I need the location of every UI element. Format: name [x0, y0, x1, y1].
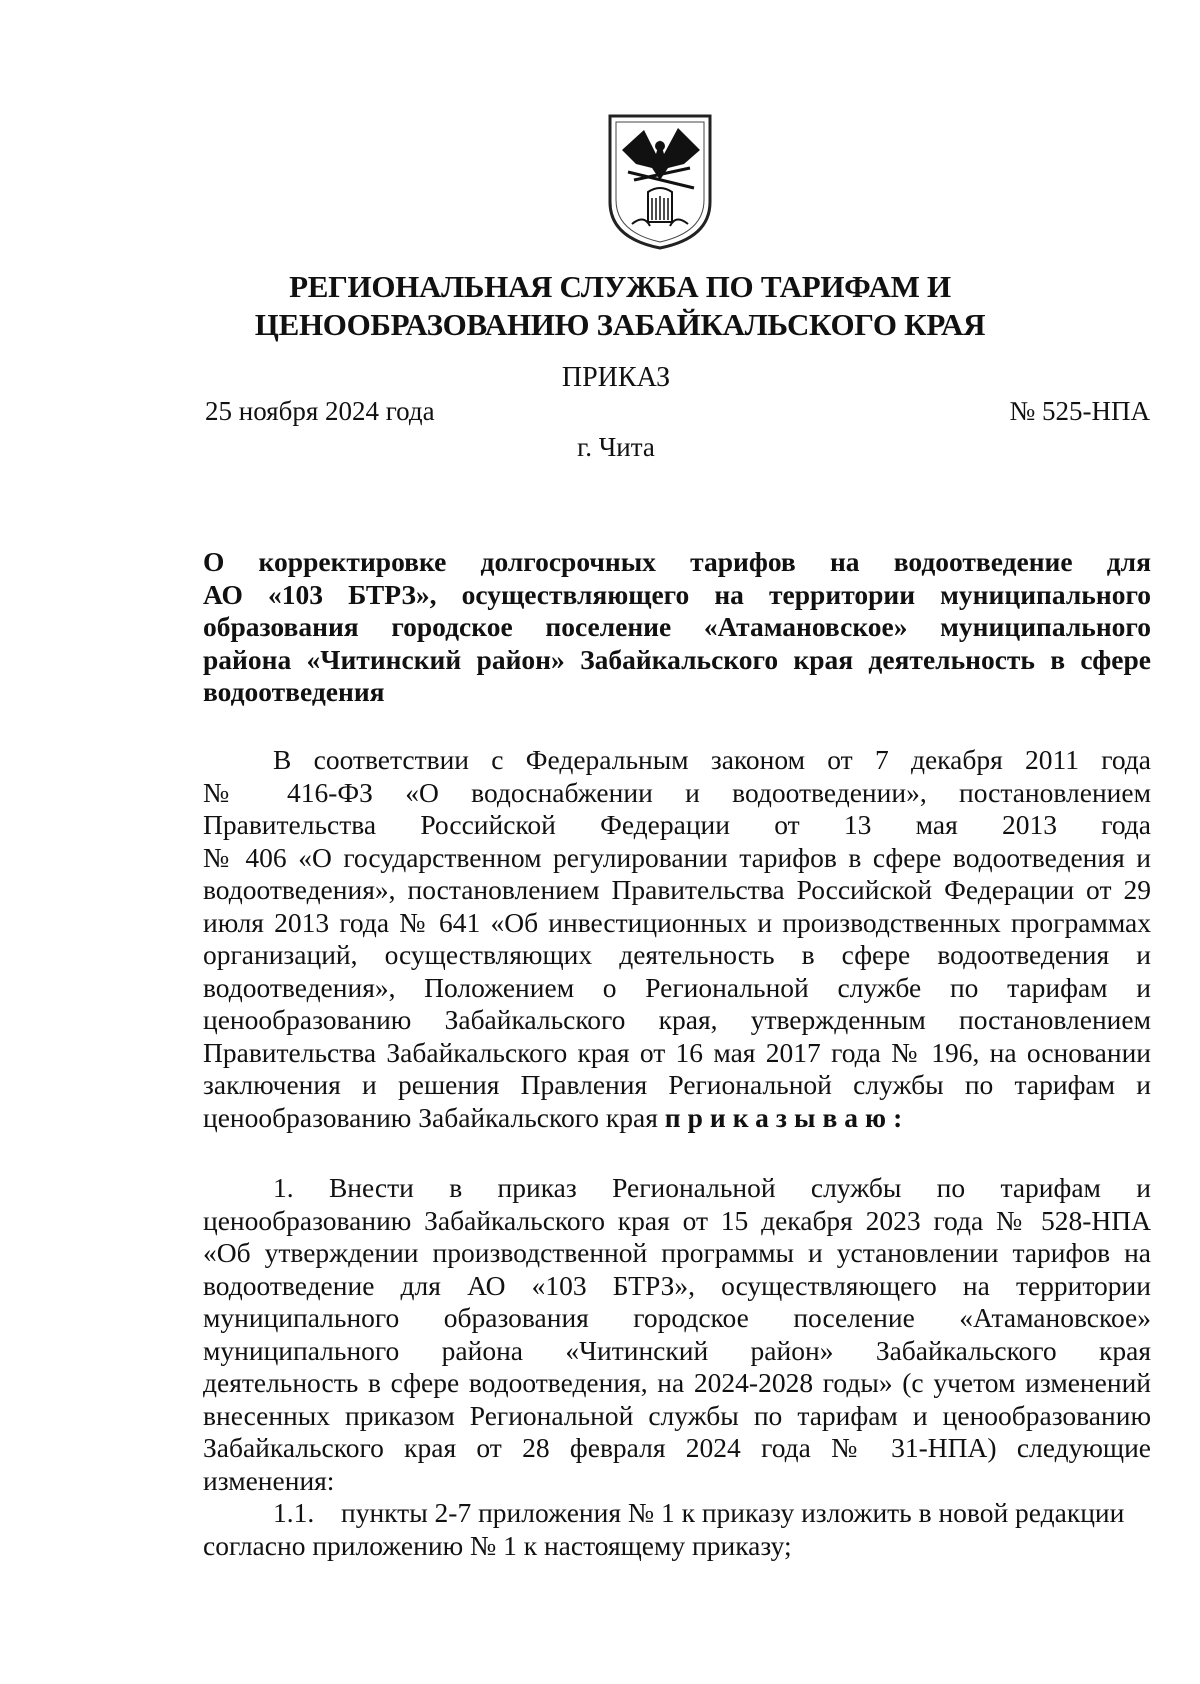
order-heading — [203, 546, 1151, 709]
heading-line: образования городское поселение «Атамановское» муниципального — [203, 611, 1151, 642]
item-number: 1.1. — [273, 1497, 315, 1528]
paragraph-line: муниципального района «Читинский район» Забайкальского края — [203, 1334, 1151, 1366]
paragraph-line: водоотведения», Положением о Региональной службе по тарифам и — [203, 971, 1151, 1003]
paragraph-line: водоотведения», постановлением Правительства Российской Федерации от 29 — [203, 874, 1151, 905]
paragraph-line: муниципального образования городское поселение «Атамановское» — [203, 1302, 1151, 1333]
paragraph-line: внесенных приказом Региональной службы по тарифам и ценообразованию — [203, 1399, 1151, 1431]
document-city: г. Чита — [577, 432, 655, 462]
paragraph-line: ценообразованию Забайкальского края от 15 декабря 2023 года № 528-НПА — [203, 1204, 1151, 1236]
paragraph-line: заключения и решения Правления Региональной службы по тарифам и — [203, 1069, 1151, 1100]
document-date: 25 ноября 2024 года — [205, 396, 435, 426]
heading-line: водоотведения — [203, 676, 385, 707]
paragraph-line: согласно приложению № 1 к настоящему приказу; — [203, 1529, 792, 1561]
paragraph-line — [203, 1102, 1151, 1135]
organization-title — [0, 268, 1200, 344]
paragraph-line: В соответствии с Федеральным законом от 7 декабря 2011 года — [273, 744, 1151, 775]
paragraph-line: «Об утверждении производственной программы и установлении тарифов на — [203, 1237, 1151, 1268]
paragraph-line: Правительства Российской Федерации от 13 мая 2013 года — [203, 809, 1151, 840]
paragraph-line: Забайкальского края от 28 февраля 2024 года № 31-НПА) следующие — [203, 1432, 1151, 1463]
organization-title-line: РЕГИОНАЛЬНАЯ СЛУЖБА ПО ТАРИФАМ И — [289, 269, 951, 304]
heading-line: района «Читинский район» Забайкальского края деятельность в сфере — [203, 643, 1151, 675]
paragraph-line — [203, 1497, 1151, 1530]
coat-of-arms-icon — [604, 110, 716, 252]
document-type: ПРИКАЗ — [561, 362, 671, 393]
paragraph-line: деятельность в сфере водоотведения, на 2024-2028 годы» (с учетом изменений — [203, 1367, 1151, 1398]
paragraph-line: изменения: — [203, 1464, 335, 1496]
item-1-1-paragraph — [203, 1497, 1151, 1562]
paragraph-line: Правительства Забайкальского края от 16 мая 2017 года № 196, на основании — [203, 1036, 1151, 1068]
paragraph-line-text: пункты 2-7 приложения № 1 к приказу изложить в новой редакции — [341, 1497, 1125, 1528]
document-number: № 525-НПА — [1009, 396, 1150, 426]
paragraph-line: № 406 «О государственном регулировании тарифов в сфере водоотведения и — [203, 841, 1151, 873]
preamble-paragraph — [203, 744, 1151, 1134]
paragraph-line: организаций, осуществляющих деятельность в сфере водоотведения и — [203, 939, 1151, 970]
decree-word: приказываю: — [664, 1101, 910, 1133]
paragraph-line: ценообразованию Забайкальского края, утвержденным постановлением — [203, 1004, 1151, 1035]
organization-title-line: ЦЕНООБРАЗОВАНИЮ ЗАБАЙКАЛЬСКОГО КРАЯ — [254, 307, 986, 342]
item-1-paragraph — [203, 1172, 1151, 1497]
heading-line: АО «103 БТРЗ», осуществляющего на территории муниципального — [203, 578, 1151, 610]
paragraph-line-text: ценообразованию Забайкальского края — [203, 1101, 658, 1133]
paragraph-line: 1. Внести в приказ Региональной службы по тарифам и — [273, 1172, 1151, 1203]
paragraph-line: водоотведение для АО «103 БТРЗ», осуществляющего на территории — [203, 1269, 1151, 1301]
paragraph-line: № 416-ФЗ «О водоснабжении и водоотведении», постановлением — [203, 776, 1151, 808]
paragraph-line: июля 2013 года № 641 «Об инвестиционных и производственных программах — [203, 906, 1151, 938]
heading-line: О корректировке долгосрочных тарифов на водоотведение для — [203, 546, 1151, 577]
